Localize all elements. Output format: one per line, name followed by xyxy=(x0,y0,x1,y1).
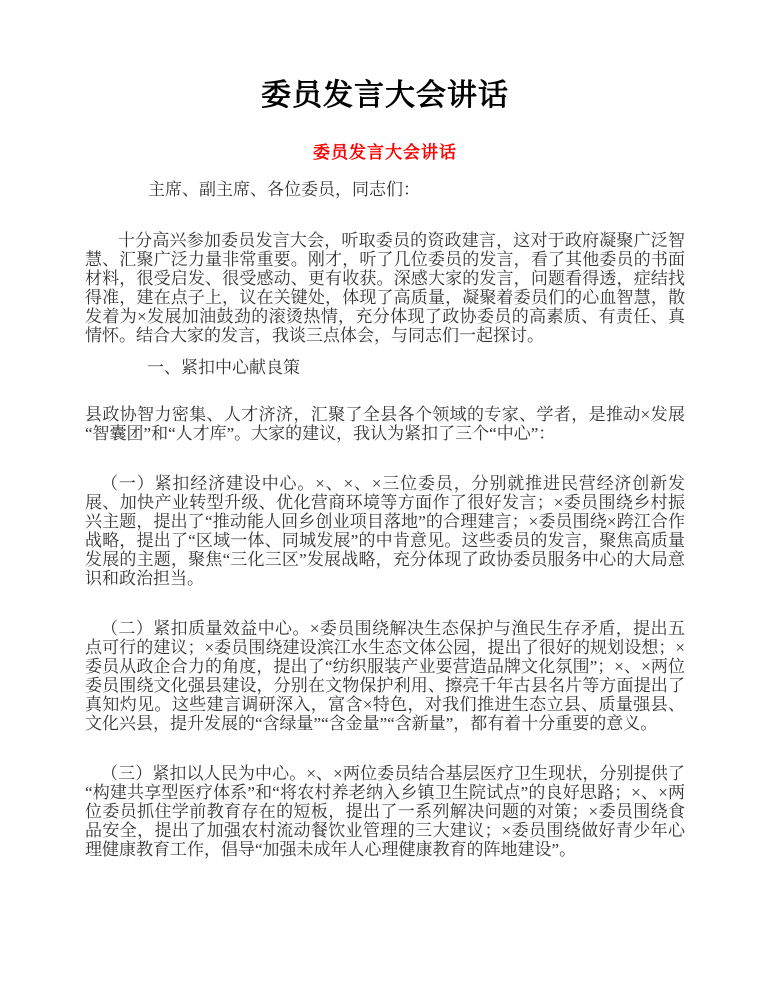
salutation-line: 主席、副主席、各位委员，同志们： xyxy=(148,180,420,199)
paragraph-opening: 十分高兴参加委员发言大会，听取委员的资政建言，这对于政府凝聚广泛智慧、汇聚广泛力量非常重要。刚才，听了几位委员的发言，看了其他委员的书面材料，很受启发、很受感动、更有收获。深感大家的发言，问题看得透，症结找得准，建在点子上，议在关键处，体现了高质量，凝聚着委员们的心血智慧，散发着为×发展加油鼓劲的滚烫热情，充分体现了政协委员的高素质、有责任、真情怀。结合大家的发言，我谈三点体会，与同志们一起探讨。 xyxy=(85,231,685,345)
document-subtitle: 委员发言大会讲话 xyxy=(313,143,457,162)
document-title: 委员发言大会讲话 xyxy=(261,79,509,112)
paragraph-point-2: （二）紧扣质量效益中心。×委员围绕解决生态保护与渔民生存矛盾，提出五点可行的建议；×委员围绕建设滨江水生态文体公园，提出了很好的规划设想；×委员从政企合力的角度，提出了“纺织服装产业要营造品牌文化氛围”；×、×两位委员围绕文化强县建设，分别在文物保护利用、擦亮千年古县名片等方面提出了真知灼见。这些建言调研深入，富含×特色，对我们推进生态立县、质量强县、文化兴县，提升发展的“含绿量”“含金量”“含新量”，都有着十分重要的意义。 xyxy=(85,619,685,733)
paragraph-point-3: （三）紧扣以人民为中心。×、×两位委员结合基层医疗卫生现状，分别提供了“构建共享型医疗体系”和“将农村养老纳入乡镇卫生院试点”的良好思路；×、×两位委员抓住学前教育存在的短板，提出了一系列解决问题的对策；×委员围绕食品安全，提出了加强农村流动餐饮业管理的三大建议；×委员围绕做好青少年心理健康教育工作，倡导“加强未成年人心理健康教育的阵地建设”。 xyxy=(85,764,685,859)
section-heading-1: 一、紧扣中心献良策 xyxy=(147,358,300,377)
paragraph-point-1: （一）紧扣经济建设中心。×、×、×三位委员，分别就推进民营经济创新发展、加快产业转型升级、优化营商环境等方面作了很好发言；×委员围绕乡村振兴主题，提出了“推动能人回乡创业项目落地”的合理建言；×委员围绕×跨江合作战略，提出了“区域一体、同城发展”的中肯意见。这些委员的发言，聚焦高质量发展的主题，聚焦“三化三区”发展战略，充分体现了政协委员服务中心的大局意识和政治担当。 xyxy=(85,474,685,588)
paragraph-overview: 县政协智力密集、人才济济，汇聚了全县各个领域的专家、学者，是推动×发展“智囊团”和“人才库”。大家的建议，我认为紧扣了三个“中心”： xyxy=(85,405,685,443)
